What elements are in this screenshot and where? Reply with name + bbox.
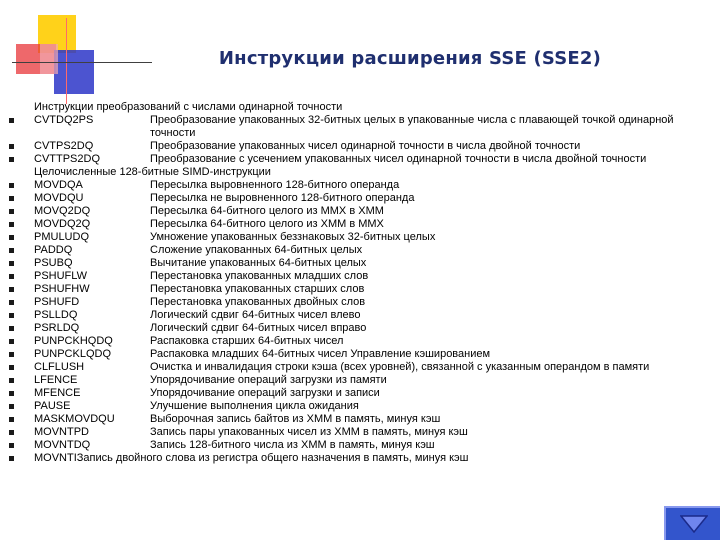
instruction-description: Логический сдвиг 64-битных чисел влево bbox=[150, 309, 361, 321]
instruction-description: Запись 128-битного числа из XMM в память, минуя кэш bbox=[150, 439, 435, 451]
instruction-description: Распаковка старших 64-битных чисел bbox=[150, 335, 344, 347]
instruction-mnemonic: LFENCE bbox=[34, 374, 78, 386]
instruction-mnemonic: PAUSE bbox=[34, 400, 71, 412]
decor-blue-square bbox=[54, 50, 94, 94]
bullet-icon bbox=[9, 196, 14, 201]
list-item bbox=[0, 322, 720, 335]
instruction-mnemonic: MOVDQ2Q bbox=[34, 218, 91, 230]
instruction-description: Преобразование упакованных чисел одинарной точности в числа двойной точности bbox=[150, 140, 581, 152]
list-item bbox=[0, 166, 720, 179]
bullet-icon bbox=[9, 261, 14, 266]
list-item bbox=[0, 387, 720, 400]
decor-pink-overlap bbox=[40, 44, 58, 74]
instruction-description: Вычитание упакованных 64-битных целых bbox=[150, 257, 367, 269]
instruction-list bbox=[0, 101, 720, 465]
instruction-mnemonic: MOVQ2DQ bbox=[34, 205, 91, 217]
bullet-icon bbox=[9, 300, 14, 305]
instruction-mnemonic: PSHUFD bbox=[34, 296, 80, 308]
instruction-description: Пересылка 64-битного целого из MMX в XMM bbox=[150, 205, 384, 217]
decor-vertical-line bbox=[66, 18, 67, 104]
instruction-description: Перестановка упакованных старших слов bbox=[150, 283, 365, 295]
instruction-mnemonic: MOVNTDQ bbox=[34, 439, 91, 451]
list-item bbox=[0, 231, 720, 244]
list-item bbox=[0, 114, 720, 140]
instruction-mnemonic: PSRLDQ bbox=[34, 322, 80, 334]
bullet-icon bbox=[9, 417, 14, 422]
list-item bbox=[0, 426, 720, 439]
instruction-description: Перестановка упакованных двойных слов bbox=[150, 296, 366, 308]
triangle-arrow-icon bbox=[680, 515, 708, 533]
instruction-description: Упорядочивание операций загрузки из памяти bbox=[150, 374, 387, 386]
instruction-description: Пересылка 64-битного целого из XMM в MMX bbox=[150, 218, 384, 230]
bullet-icon bbox=[9, 326, 14, 331]
list-item bbox=[0, 270, 720, 283]
bullet-icon bbox=[9, 235, 14, 240]
instruction-description: Упорядочивание операций загрузки и записи bbox=[150, 387, 380, 399]
bullet-icon bbox=[9, 209, 14, 214]
list-item bbox=[0, 179, 720, 192]
instruction-mnemonic: PADDQ bbox=[34, 244, 73, 256]
instruction-description: Запись пары упакованных чисел из XMM в память, минуя кэш bbox=[150, 426, 468, 438]
instruction-description: Улучшение выполнения цикла ожидания bbox=[150, 400, 359, 412]
instruction-description: Распаковка младших 64-битных чисел Управление кэшированием bbox=[150, 348, 491, 360]
list-item bbox=[0, 153, 720, 166]
list-item bbox=[0, 400, 720, 413]
bullet-icon bbox=[9, 222, 14, 227]
section-heading: Целочисленные 128-битные SIMD-инструкции bbox=[34, 166, 271, 178]
instruction-description: Пересылка выровненного 128-битного операнда bbox=[150, 179, 400, 191]
slide-title: Инструкции расширения SSE (SSE2) bbox=[218, 48, 602, 69]
bullet-icon bbox=[9, 443, 14, 448]
bullet-icon bbox=[9, 183, 14, 188]
instruction-description: Умножение упакованных беззнаковых 32-битных целых bbox=[150, 231, 436, 243]
list-item bbox=[0, 452, 720, 465]
list-item bbox=[0, 335, 720, 348]
list-item bbox=[0, 101, 720, 114]
list-item bbox=[0, 140, 720, 153]
instruction-mnemonic: PUNPCKLQDQ bbox=[34, 348, 112, 360]
section-heading: Инструкции преобразований с числами одинарной точности bbox=[34, 101, 343, 113]
instruction-mnemonic: MOVNTPD bbox=[34, 426, 89, 438]
instruction-mnemonic: MFENCE bbox=[34, 387, 81, 399]
instruction-description: Сложение упакованных 64-битных целых bbox=[150, 244, 363, 256]
list-item bbox=[0, 218, 720, 231]
instruction-mnemonic: CLFLUSH bbox=[34, 361, 85, 373]
bullet-icon bbox=[9, 248, 14, 253]
bullet-icon bbox=[9, 430, 14, 435]
instruction-mnemonic: CVTPS2DQ bbox=[34, 140, 94, 152]
list-item bbox=[0, 439, 720, 452]
instruction-mnemonic: CVTTPS2DQ bbox=[34, 153, 101, 165]
bullet-icon bbox=[9, 378, 14, 383]
instruction-description: Перестановка упакованных младших слов bbox=[150, 270, 369, 282]
list-item bbox=[0, 283, 720, 296]
next-slide-button[interactable] bbox=[664, 506, 720, 540]
instruction-description: Пересылка не выровненного 128-битного операнда bbox=[150, 192, 415, 204]
instruction-description: Выборочная запись байтов из XMM в память, минуя кэш bbox=[150, 413, 441, 425]
list-item bbox=[0, 257, 720, 270]
bullet-icon bbox=[9, 144, 14, 149]
instruction-mnemonic: PSLLDQ bbox=[34, 309, 78, 321]
instruction-mnemonic: MASKMOVDQU bbox=[34, 413, 115, 425]
decor-horizontal-line bbox=[12, 62, 152, 63]
instruction-description: Логический сдвиг 64-битных чисел вправо bbox=[150, 322, 367, 334]
list-item bbox=[0, 374, 720, 387]
list-item bbox=[0, 361, 720, 374]
list-item bbox=[0, 309, 720, 322]
bullet-icon bbox=[9, 274, 14, 279]
instruction-mnemonic: MOVDQU bbox=[34, 192, 84, 204]
instruction-line: MOVNTIЗапись двойного слова из регистра общего назначения в память, минуя кэш bbox=[34, 452, 469, 464]
instruction-mnemonic: PSUBQ bbox=[34, 257, 73, 269]
bullet-icon bbox=[9, 352, 14, 357]
instruction-mnemonic: PUNPCKHQDQ bbox=[34, 335, 113, 347]
list-item bbox=[0, 192, 720, 205]
list-item bbox=[0, 205, 720, 218]
instruction-description: Преобразование упакованных 32-битных целых в упакованные числа с плавающей точкой одинарной точности bbox=[150, 114, 674, 139]
instruction-description: Преобразование с усечением упакованных чисел одинарной точности в числа двойной точности bbox=[150, 153, 647, 165]
instruction-mnemonic: PSHUFLW bbox=[34, 270, 87, 282]
bullet-icon bbox=[9, 118, 14, 123]
instruction-mnemonic: PSHUFHW bbox=[34, 283, 90, 295]
instruction-mnemonic: CVTDQ2PS bbox=[34, 114, 94, 126]
list-item bbox=[0, 413, 720, 426]
list-item bbox=[0, 348, 720, 361]
instruction-description: Очистка и инвалидация строки кэша (всех уровней), связанной с указанным операндом в памяти bbox=[150, 361, 650, 373]
bullet-icon bbox=[9, 365, 14, 370]
bullet-icon bbox=[9, 157, 14, 162]
list-item bbox=[0, 296, 720, 309]
instruction-mnemonic: MOVDQA bbox=[34, 179, 83, 191]
bullet-icon bbox=[9, 456, 14, 461]
list-item bbox=[0, 244, 720, 257]
instruction-mnemonic: PMULUDQ bbox=[34, 231, 90, 243]
bullet-icon bbox=[9, 287, 14, 292]
bullet-icon bbox=[9, 313, 14, 318]
bullet-icon bbox=[9, 339, 14, 344]
bullet-icon bbox=[9, 391, 14, 396]
bullet-icon bbox=[9, 404, 14, 409]
